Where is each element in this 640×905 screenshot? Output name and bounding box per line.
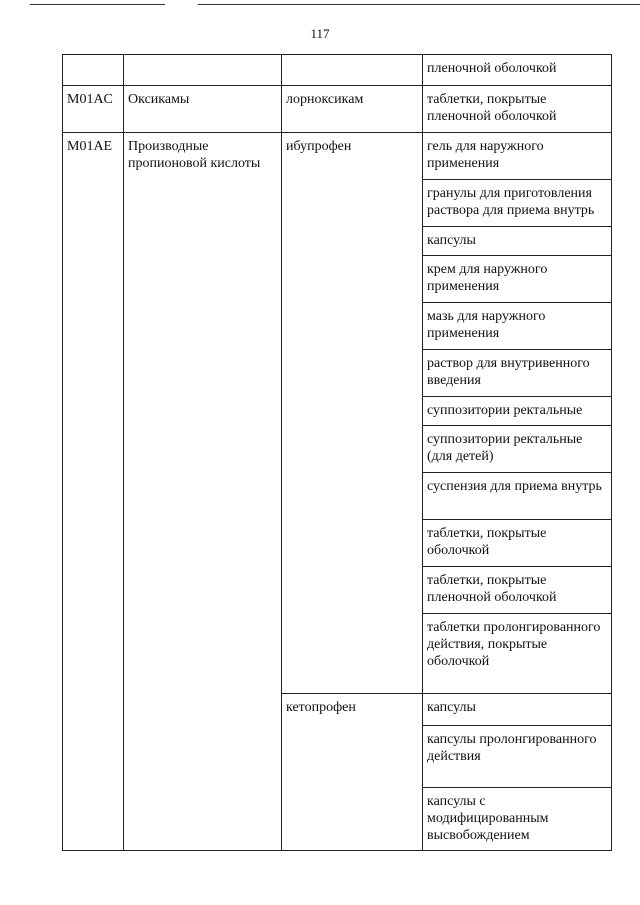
dosage-form-cell: раствор для внутривенного введения: [423, 350, 612, 397]
dosage-form-cell: таблетки, покрытые пленочной оболочкой: [423, 567, 612, 614]
dosage-form-cell: крем для наружного применения: [423, 256, 612, 303]
dosage-form-cell: суппозитории ректальные (для детей): [423, 426, 612, 473]
dosage-form-cell: капсулы пролонгированного действия: [423, 726, 612, 788]
drug-table: [62, 54, 612, 851]
substance-cell: лорноксикам: [282, 86, 423, 133]
dosage-form-cell: таблетки, покрытые пленочной оболочкой: [423, 86, 612, 133]
table-row: [63, 86, 612, 133]
dosage-form-cell: суспензия для приема внутрь: [423, 473, 612, 520]
dosage-form-cell: суппозитории ректальные: [423, 397, 612, 426]
table-row: [63, 133, 612, 180]
page-number: 117: [310, 26, 330, 41]
dosage-form-cell: пленочной оболочкой: [423, 55, 612, 86]
dosage-form-cell: гранулы для приготовления раствора для приема внутрь: [423, 180, 612, 227]
dosage-form-cell: мазь для наружного применения: [423, 303, 612, 350]
substance-cell: ибупрофен: [282, 133, 423, 694]
top-rule-left: [30, 4, 165, 5]
dosage-form-cell: капсулы с модифицированным высвобождением: [423, 788, 612, 851]
atc-code-cell: M01AE: [63, 133, 124, 851]
dosage-form-cell: гель для наружного применения: [423, 133, 612, 180]
substance-cell: [282, 55, 423, 86]
atc-code-cell: [63, 55, 124, 86]
table-row: [63, 55, 612, 86]
dosage-form-cell: капсулы: [423, 227, 612, 256]
group-name-cell: Производные пропионовой кислоты: [124, 133, 282, 851]
substance-cell: кетопрофен: [282, 694, 423, 851]
group-name-cell: [124, 55, 282, 86]
dosage-form-cell: таблетки пролонгированного действия, покрытые оболочкой: [423, 614, 612, 694]
dosage-form-cell: капсулы: [423, 694, 612, 726]
dosage-form-cell: таблетки, покрытые оболочкой: [423, 520, 612, 567]
group-name-cell: Оксикамы: [124, 86, 282, 133]
atc-code-cell: M01AC: [63, 86, 124, 133]
top-rule-right: [198, 4, 640, 5]
